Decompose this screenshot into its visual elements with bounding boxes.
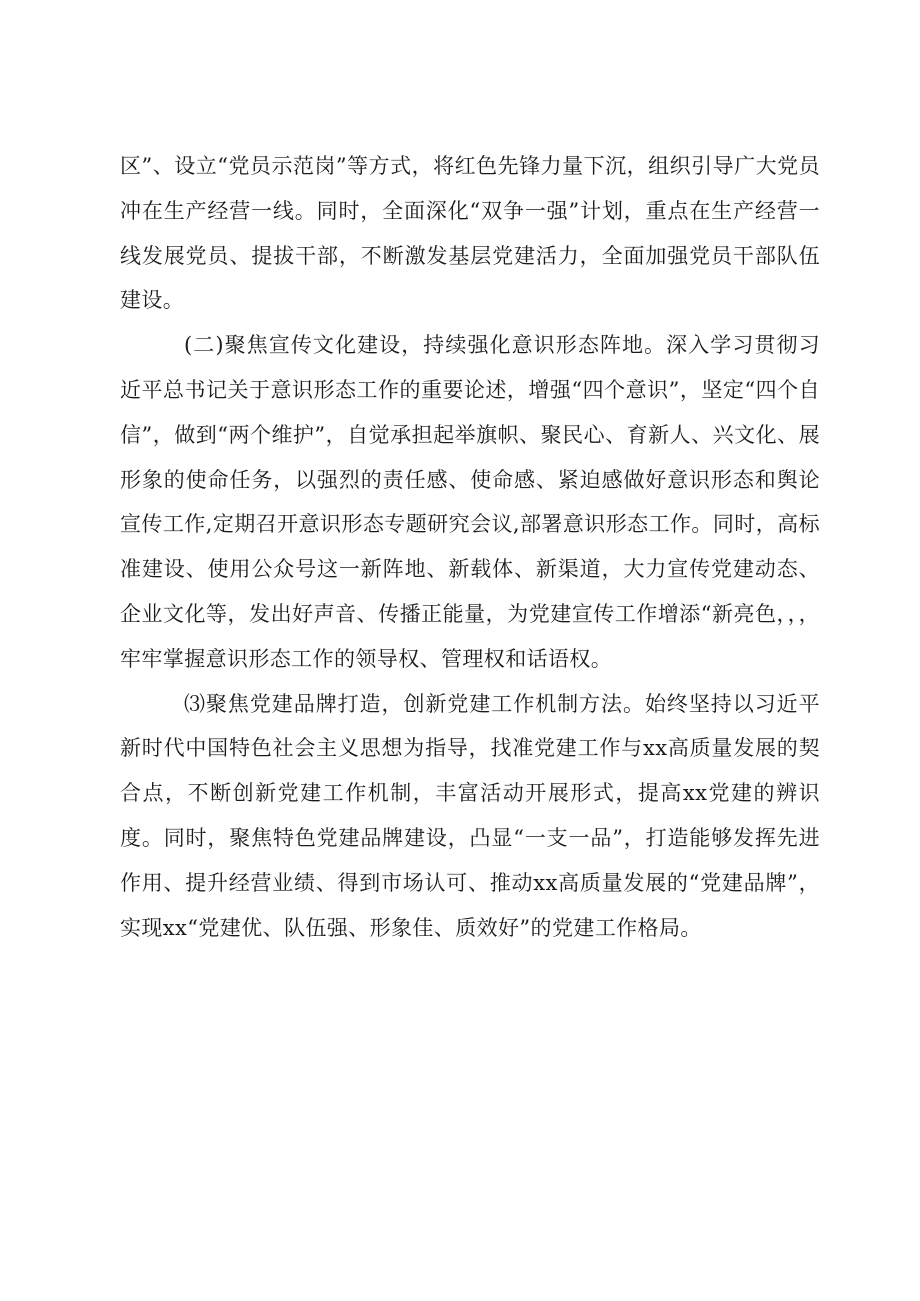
text-line: 品牌”，实现xx“党建优、队伍强、形象佳、质效好”的党建工作格局。 <box>120 870 820 940</box>
text-line: 党员冲在生产经营一线。同时，全面深化“双争一强”计划，重点在生产 <box>120 154 820 223</box>
document-body <box>120 144 820 950</box>
text-line: 契合点，不断创新党建工作机制，丰富活动开展形式，提高xx党建的辨 <box>120 736 820 806</box>
text-line: 区”、设立“党员示范岗”等方式，将红色先锋力量下沉，组织引导广大 <box>120 154 778 178</box>
paragraph-2 <box>120 323 820 681</box>
text-line: “新亮色，，，牢牢掌握意识形态工作的领导权、管理权和话语权。 <box>120 601 820 671</box>
text-line: 识度。同时，聚焦特色党建品牌建设，凸显“一支一品”，打造能够发挥 <box>120 781 820 850</box>
text-line: 态和舆论宣传工作,定期召开意识形态专题研究会议,部署意识形态工作。 <box>120 467 820 537</box>
text-line: (二)聚焦宣传文化建设，持续强化意识形态阵地。深入学习贯彻习 <box>184 333 820 358</box>
text-line: 文化、展形象的使命任务，以强烈的责任感、使命感、紧迫感做好意识形 <box>120 422 820 492</box>
text-line: 同时，高标准建设、使用公众号这一新阵地、新载体、新渠道，大力宣传 <box>120 512 821 582</box>
text-line: 经营一线发展党员、提拔干部，不断激发基层党建活力，全面加强党员干 <box>120 198 820 268</box>
text-line: 新时代中国特色社会主义思想为指导，找准党建工作与xx高质量发展的 <box>120 736 799 761</box>
text-line: ⑶聚焦党建品牌打造，创新党建工作机制方法。始终坚持以习近平 <box>184 691 820 716</box>
text-line: 个自信”，做到“两个维护”，自觉承担起举旗帜、聚民心、育新人、兴 <box>120 377 820 447</box>
text-line: 近平总书记关于意识形态工作的重要论述，增强“四个意识”，坚定“四 <box>120 377 778 402</box>
paragraph-3 <box>120 682 820 951</box>
text-line: 部队伍建设。 <box>120 243 820 313</box>
paragraph-1 <box>120 144 820 323</box>
text-line: 党建动态、企业文化等，发出好声音、传播正能量，为党建宣传工作增添 <box>120 557 820 626</box>
text-line: 先进作用、提升经营业绩、得到市场认可、推动xx高质量发展的“党建 <box>120 825 820 895</box>
